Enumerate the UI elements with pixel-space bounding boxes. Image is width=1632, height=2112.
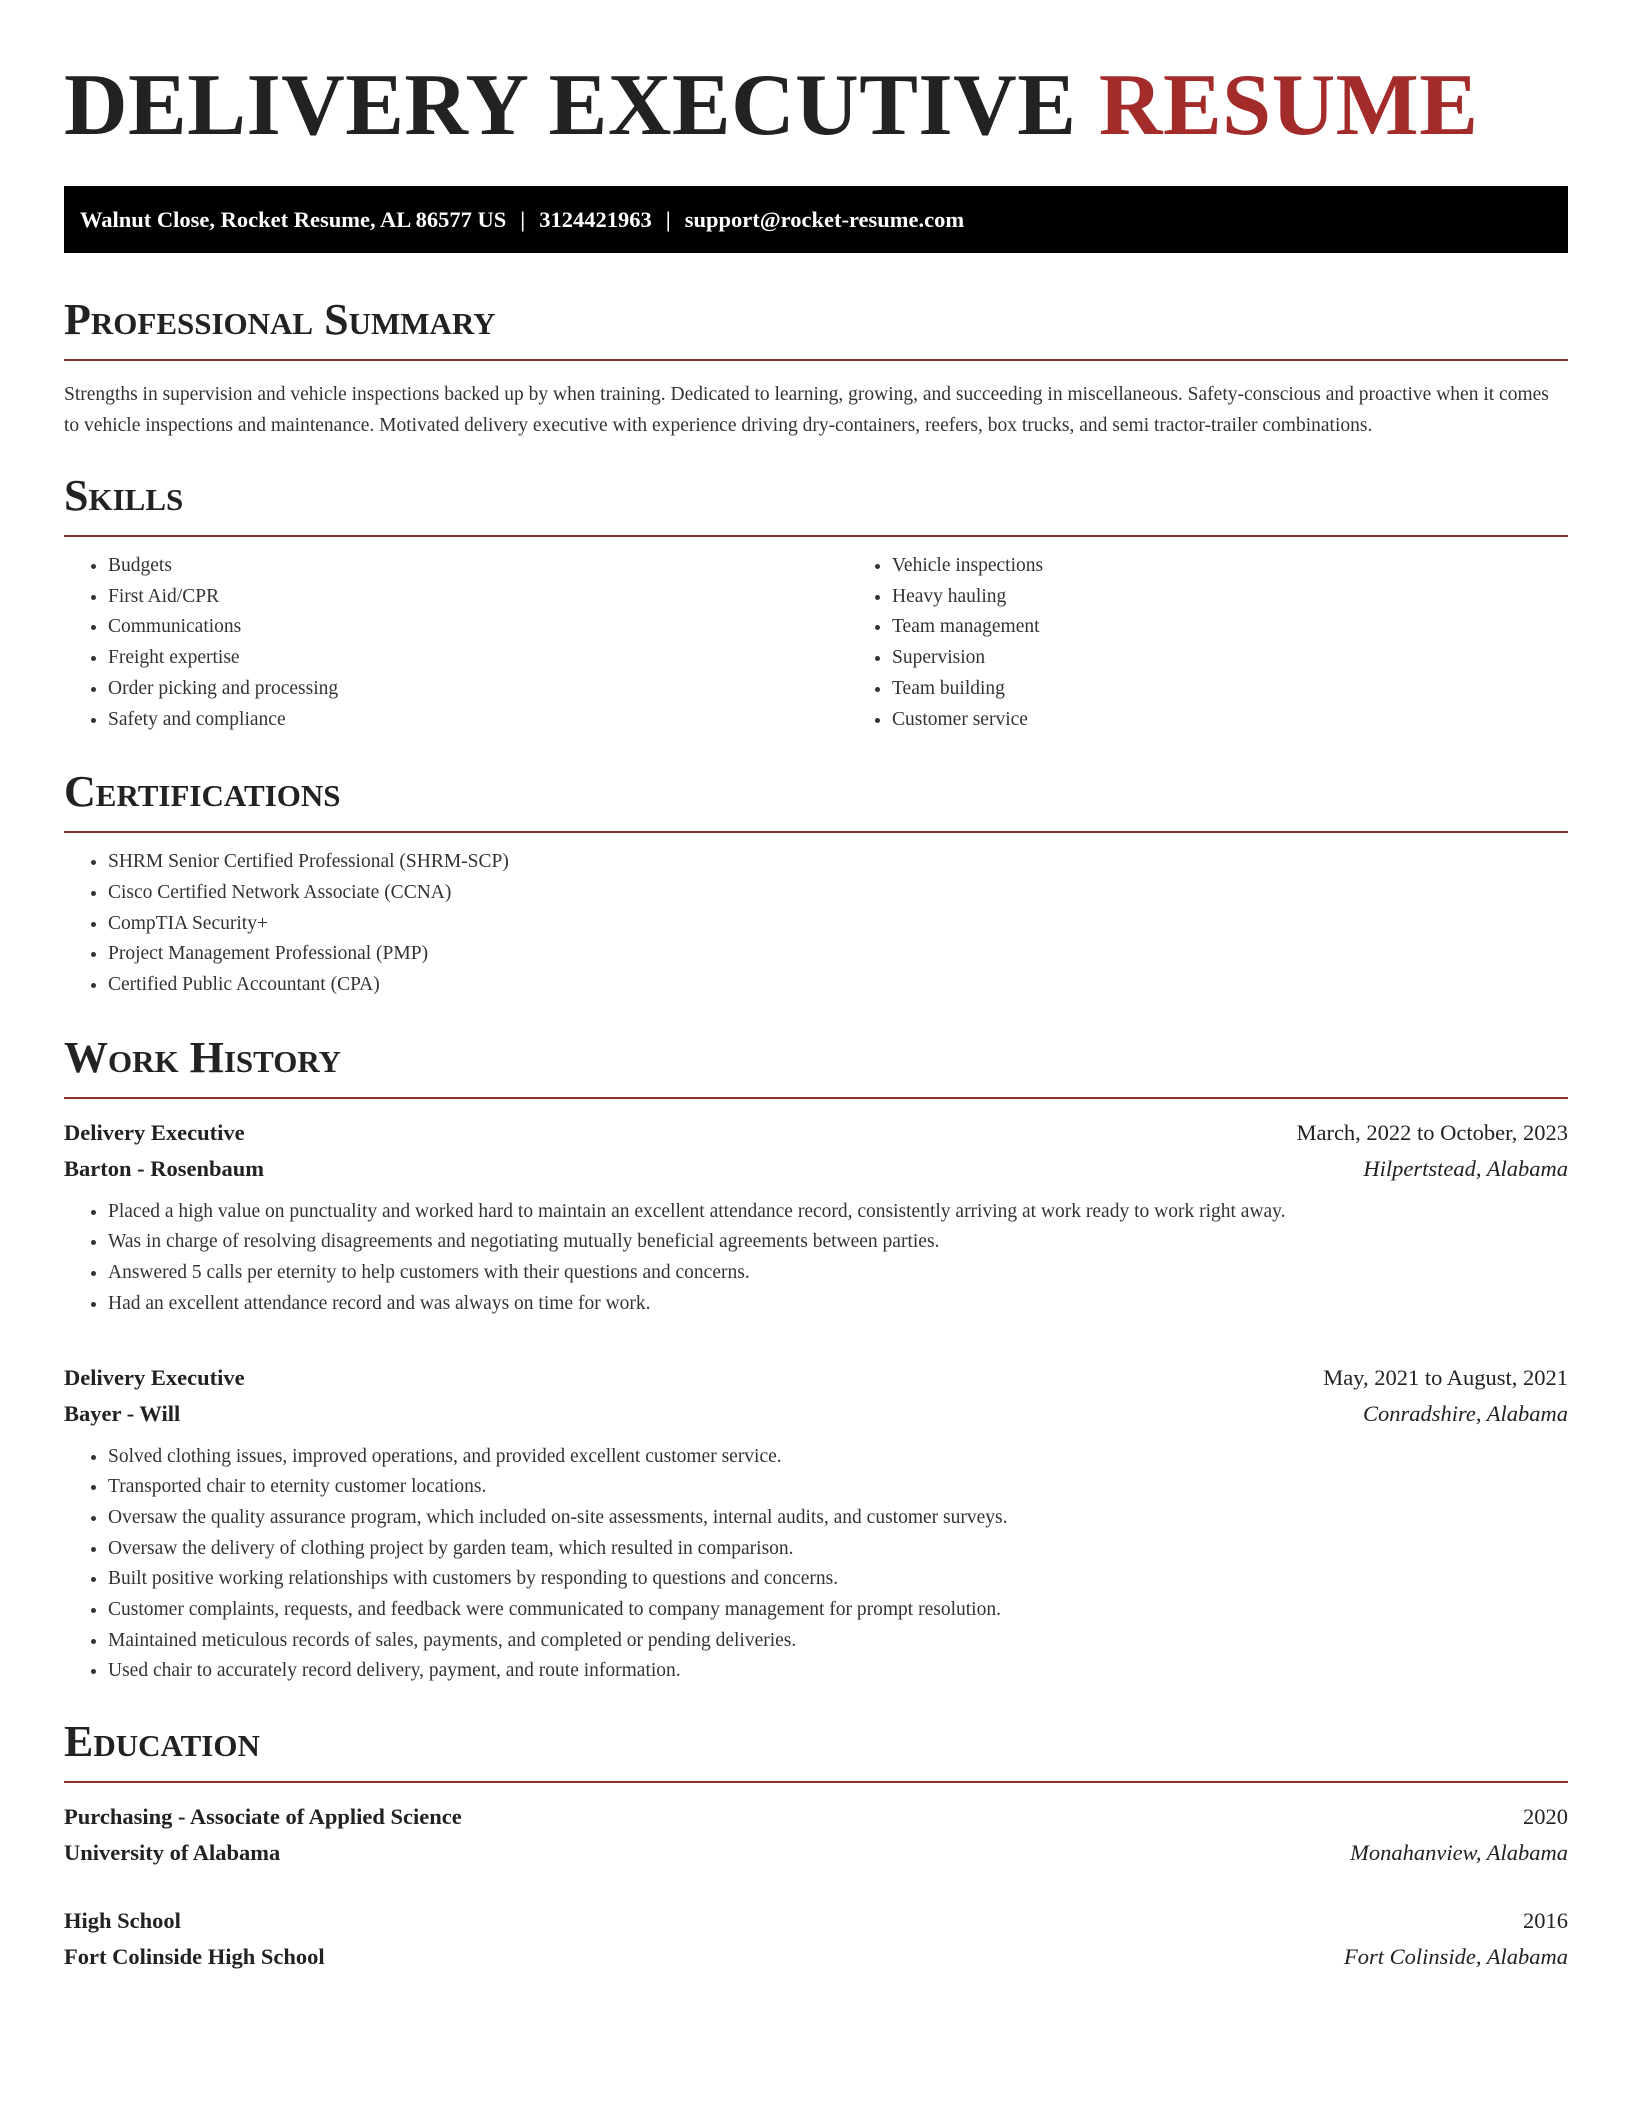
education-school: University of Alabama <box>64 1840 281 1866</box>
education-header-row <box>64 1799 1568 1835</box>
skills-list-right <box>848 551 1632 735</box>
skill-item: • Freight expertise <box>108 643 848 674</box>
job-bullet: • Oversaw the delivery of clothing project by garden team, which resulted in comparison. <box>108 1534 1568 1565</box>
job-header-row <box>64 1115 1568 1151</box>
job-company-row <box>64 1151 1568 1187</box>
section-title-education: Education <box>64 1717 260 1767</box>
certifications-list <box>64 847 1568 1001</box>
education-header-row <box>64 1903 1568 1939</box>
section-title-certifications: Certifications <box>64 767 341 817</box>
job-dates: May, 2021 to August, 2021 <box>1323 1364 1568 1390</box>
certifications-section <box>64 767 1568 1001</box>
skill-item: • First Aid/CPR <box>108 582 848 613</box>
job-entry <box>64 1115 1568 1320</box>
job-bullet: • Had an excellent attendance record and was always on time for work. <box>108 1289 1568 1320</box>
section-title-work-history: Work History <box>64 1032 342 1082</box>
education-degree: High School <box>64 1908 181 1934</box>
work-history-section <box>64 1033 1568 1687</box>
certification-item: • Cisco Certified Network Associate (CCNA) <box>108 878 1568 909</box>
section-divider <box>64 831 1568 833</box>
skill-item: • Safety and compliance <box>108 705 848 736</box>
job-company: Barton - Rosenbaum <box>64 1155 265 1181</box>
job-bullets <box>64 1442 1568 1688</box>
job-entry <box>64 1360 1568 1688</box>
skills-list-left <box>64 551 848 735</box>
summary-text: Strengths in supervision and vehicle inspections backed up by when training. Dedicated to learning, growing, and succeeding in miscellaneous. Safety-conscious and proactive when it comes to vehicle inspections and maintenance. Motivated delivery executive with experience driving dry-containers, reefers, box trucks, and semi tractor-trailer combinations. <box>64 384 1549 436</box>
job-role: Delivery Executive <box>64 1364 245 1390</box>
skill-item: • Team management <box>892 612 1632 643</box>
section-title-skills: Skills <box>64 471 184 520</box>
skill-item: • Customer service <box>892 705 1632 736</box>
education-year: 2020 <box>1523 1804 1568 1830</box>
job-company: Bayer - Will <box>64 1400 181 1426</box>
certification-item: • Certified Public Accountant (CPA) <box>108 970 1568 1001</box>
title-accent: RESUME <box>1098 57 1479 154</box>
skills-section <box>64 471 1568 735</box>
education-location: Fort Colinside, Alabama <box>1344 1944 1568 1970</box>
certification-item: • CompTIA Security+ <box>108 909 1568 940</box>
job-bullet: • Used chair to accurately record delivery, payment, and route information. <box>108 1656 1568 1687</box>
job-bullet: • Oversaw the quality assurance program, which included on-site assessments, internal audits, and customer surveys. <box>108 1503 1568 1534</box>
title-main: DELIVERY EXECUTIVE <box>64 57 1077 154</box>
job-dates: March, 2022 to October, 2023 <box>1296 1119 1568 1145</box>
job-bullet: • Solved clothing issues, improved operations, and provided excellent customer service. <box>108 1442 1568 1473</box>
summary-section <box>64 295 1568 441</box>
education-degree: Purchasing - Associate of Applied Science <box>64 1804 462 1830</box>
job-bullet: • Transported chair to eternity customer locations. <box>108 1472 1568 1503</box>
contact-separator: | <box>520 206 526 232</box>
education-entry <box>64 1799 1568 1871</box>
contact-email: support@rocket-resume.com <box>684 206 965 232</box>
skill-item: • Communications <box>108 612 848 643</box>
skill-item: • Supervision <box>892 643 1632 674</box>
skill-item: • Budgets <box>108 551 848 582</box>
certification-item: • Project Management Professional (PMP) <box>108 939 1568 970</box>
certification-item: • SHRM Senior Certified Professional (SHRM-SCP) <box>108 847 1568 878</box>
contact-bar <box>64 186 1568 253</box>
contact-address: Walnut Close, Rocket Resume, AL 86577 US <box>80 206 507 232</box>
education-year: 2016 <box>1523 1908 1568 1934</box>
resume-title <box>64 56 1568 156</box>
education-location: Monahanview, Alabama <box>1350 1840 1568 1866</box>
job-bullet: • Answered 5 calls per eternity to help customers with their questions and concerns. <box>108 1258 1568 1289</box>
skill-item: • Vehicle inspections <box>892 551 1632 582</box>
job-bullet: • Was in charge of resolving disagreements and negotiating mutually beneficial agreements between parties. <box>108 1227 1568 1258</box>
education-school: Fort Colinside High School <box>64 1944 325 1970</box>
skill-item: • Team building <box>892 674 1632 705</box>
skill-item: • Heavy hauling <box>892 582 1632 613</box>
education-entry <box>64 1903 1568 1975</box>
job-location: Hilpertstead, Alabama <box>1363 1155 1568 1181</box>
job-company-row <box>64 1396 1568 1432</box>
job-location: Conradshire, Alabama <box>1362 1400 1568 1426</box>
education-section <box>64 1717 1568 1975</box>
job-bullets <box>64 1197 1568 1320</box>
education-school-row <box>64 1835 1568 1871</box>
job-bullet: • Built positive working relationships with customers by responding to questions and concerns. <box>108 1564 1568 1595</box>
job-role: Delivery Executive <box>64 1119 245 1145</box>
job-header-row <box>64 1360 1568 1396</box>
job-bullet: • Placed a high value on punctuality and worked hard to maintain an excellent attendance record, consistently arriving at work ready to work right away. <box>108 1197 1568 1228</box>
section-title-summary: Professional Summary <box>64 295 496 344</box>
section-divider <box>64 359 1568 361</box>
section-divider <box>64 1781 1568 1783</box>
section-divider <box>64 1097 1568 1099</box>
skill-item: • Order picking and processing <box>108 674 848 705</box>
education-school-row <box>64 1939 1568 1975</box>
contact-separator: | <box>665 206 671 232</box>
contact-phone: 3124421963 <box>539 206 652 232</box>
skills-columns <box>64 537 1568 735</box>
job-bullet: • Maintained meticulous records of sales, payments, and completed or pending deliveries. <box>108 1626 1568 1657</box>
job-bullet: • Customer complaints, requests, and feedback were communicated to company management for prompt resolution. <box>108 1595 1568 1626</box>
